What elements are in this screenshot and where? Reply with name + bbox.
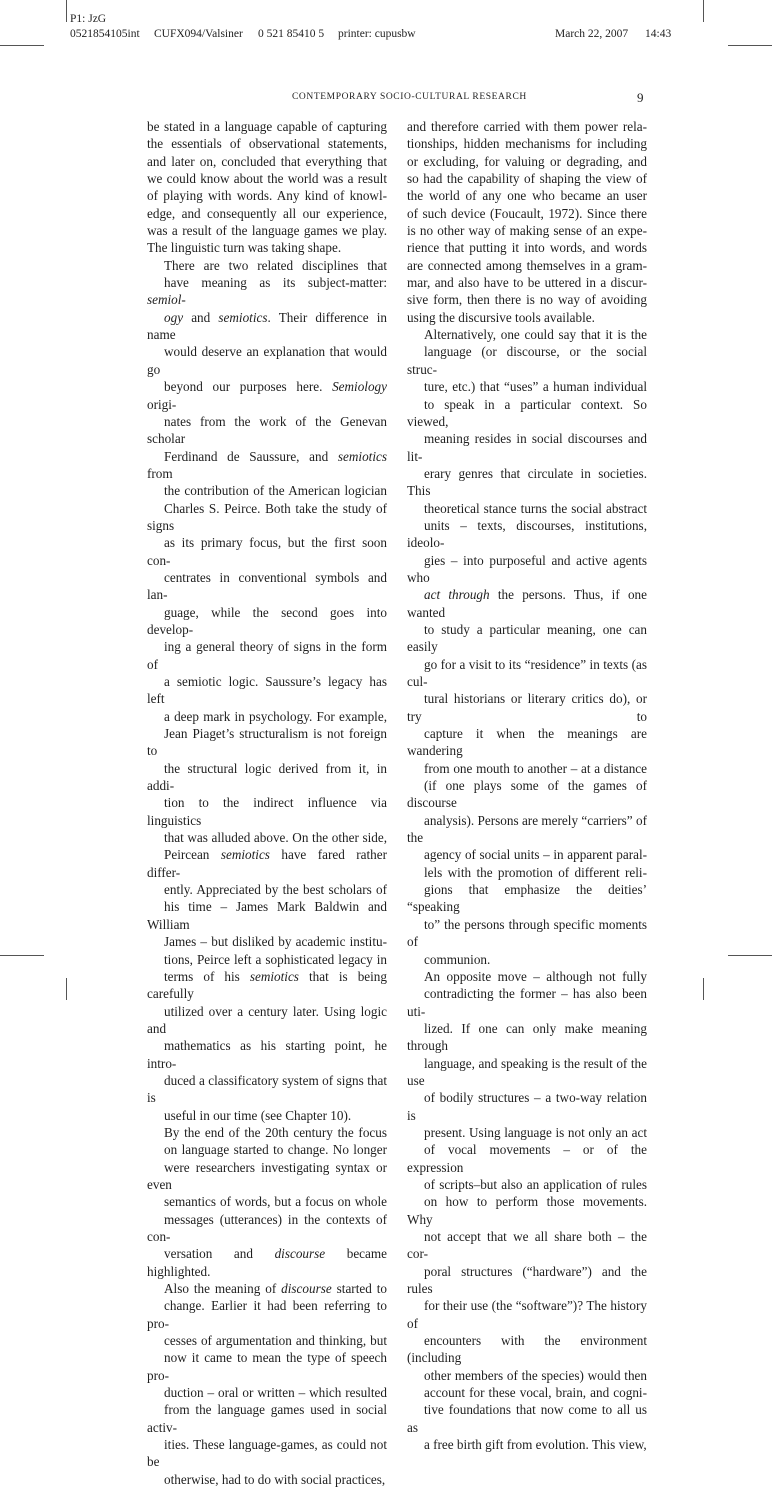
text-line: was a result of the language games we play.	[147, 223, 387, 239]
text-line: Alternatively, one could say that it is the	[424, 327, 647, 343]
text-line: Jean Piaget’s structuralism is not foreign to	[147, 726, 387, 759]
text-line: to” the persons through specific moments of	[407, 916, 647, 950]
text-line: beyond our purposes here. Semiology origi-	[147, 379, 387, 412]
text-line: be stated in a language capable of capturing	[147, 119, 387, 134]
text-line: using the discursive tools available.	[407, 309, 595, 325]
crop-mark-top-right-vertical	[703, 0, 704, 22]
text-line: gies – into purposeful and active agents who	[407, 552, 647, 585]
text-line: theoretical stance turns the social abstract	[424, 500, 647, 516]
text-line: a free birth gift from evolution. This view,	[424, 1437, 647, 1453]
text-line: ture, etc.) that “uses” a human individual	[424, 379, 647, 395]
text-line: the essentials of observational statements,	[147, 136, 387, 152]
proof-isbn: 0 521 85410 5	[258, 28, 325, 40]
text-line: utilized over a century later. Using logic and	[147, 1003, 387, 1036]
text-line: encounters with the environment (including	[407, 1333, 647, 1366]
crop-mark-top-left-horizontal	[0, 45, 44, 46]
text-line: that was alluded above. On the other side,	[164, 830, 387, 846]
text-line: capture it when the meanings are wandering	[407, 726, 647, 759]
paragraph	[407, 968, 647, 1454]
text-line: contradicting the former – has also been uti-	[407, 986, 647, 1019]
text-line: centrates in conventional symbols and lan-	[147, 569, 387, 603]
proof-printer: printer: cupusbw	[338, 28, 416, 40]
text-line: gions that emphasize the deities’ “speaking	[407, 882, 647, 915]
page-number: 9	[637, 90, 644, 105]
paragraph	[147, 257, 387, 1124]
text-line: go for a visit to its “residence” in texts (as cul-	[407, 656, 647, 689]
text-line: tural historians or literary critics do), or try to	[407, 691, 647, 724]
text-line: other members of the species) would then	[424, 1367, 647, 1383]
crop-mark-bottom-right-horizontal	[728, 955, 772, 956]
text-line: versation and discourse became highlighted.	[147, 1246, 387, 1279]
text-line: agency of social units – in apparent paral-	[424, 847, 647, 863]
text-line: edge, and consequently all our experience,	[147, 205, 387, 221]
text-line: messages (utterances) in the contexts of con-	[147, 1211, 387, 1244]
text-line: The linguistic turn was taking shape.	[147, 240, 342, 256]
text-line: James – but disliked by academic institu-	[164, 934, 387, 950]
text-line: units – texts, discourses, institutions, ideolo-	[407, 517, 647, 551]
text-line: meaning resides in social discourses and lit-	[407, 431, 647, 464]
text-line: language, and speaking is the result of the use	[407, 1055, 647, 1088]
text-line: tion to the indirect influence via linguistics	[147, 795, 387, 828]
text-line: semantics of words, but a focus on whole	[164, 1194, 387, 1210]
text-line: Also the meaning of discourse started to	[164, 1281, 387, 1297]
text-line: were researchers investigating syntax or even	[147, 1159, 387, 1192]
text-line: of such device (Foucault, 1972). Since there	[407, 205, 647, 221]
text-line: tive foundations that now come to all us as	[407, 1402, 647, 1435]
text-line: analysis). Persons are merely “carriers” of the	[407, 812, 647, 846]
text-line: ing a general theory of signs in the form of	[147, 639, 387, 672]
text-line: would deserve an explanation that would go	[147, 344, 387, 377]
crop-mark-bottom-right-vertical	[703, 978, 704, 1000]
paragraph	[407, 326, 647, 968]
text-line: rience that putting it into words, and words	[407, 240, 647, 256]
text-line: Charles S. Peirce. Both take the study of signs	[147, 500, 387, 533]
text-line: mathematics as his starting point, he intro-	[147, 1038, 387, 1071]
text-line: tions, Peirce left a sophisticated legacy in	[164, 951, 387, 967]
text-line: cesses of argumentation and thinking, but	[164, 1333, 387, 1349]
text-line: duced a classificatory system of signs that is	[147, 1072, 387, 1106]
text-line: for their use (the “software”)? The history of	[407, 1298, 647, 1331]
text-line: useful in our time (see Chapter 10).	[164, 1107, 352, 1123]
text-line: Ferdinand de Saussure, and semiotics from	[147, 448, 387, 481]
proof-isbn-int: 0521854105int	[70, 28, 140, 40]
text-line: and therefore carried with them power rela-	[407, 119, 647, 134]
text-line: on how to perform those movements. Why	[407, 1194, 647, 1227]
text-line: to speak in a particular context. So viewed,	[407, 396, 647, 429]
proof-series-code: CUFX094/Valsiner	[154, 28, 243, 40]
text-line: now it came to mean the type of speech pro-	[147, 1350, 387, 1383]
proof-time: 14:43	[645, 28, 672, 40]
text-line: is no other way of making sense of an expe-	[407, 223, 647, 239]
text-line: Peircean semiotics have fared rather differ-	[147, 847, 387, 880]
text-line: the world of any one who became an user	[407, 188, 647, 204]
paragraph	[147, 1124, 387, 1488]
text-line: of playing with words. Any kind of knowl-	[147, 188, 387, 204]
text-line: from one mouth to another – at a distance	[424, 760, 647, 776]
paragraph	[147, 118, 387, 257]
text-line: so had the capability of shaping the view of	[407, 171, 647, 187]
text-line: ogy and semiotics. Their difference in name	[147, 309, 387, 343]
text-line: There are two related disciplines that	[164, 257, 387, 273]
text-line: a deep mark in psychology. For example,	[164, 708, 387, 724]
text-line: are connected among themselves in a gram-	[407, 257, 647, 273]
text-line: account for these vocal, brain, and cogni-	[424, 1385, 647, 1401]
text-line: sive form, then there is no way of avoiding	[407, 292, 647, 308]
crop-mark-bottom-left-horizontal	[0, 955, 44, 956]
text-line: and later on, concluded that everything that	[147, 153, 387, 169]
text-line: mar, and also have to be uttered in a discur-	[407, 275, 647, 291]
text-line: lels with the promotion of different reli-	[424, 864, 647, 880]
text-line: tionships, hidden mechanisms for including	[407, 136, 647, 152]
right-text-column	[407, 118, 647, 1453]
text-line: ities. These language-games, as could not be	[147, 1437, 387, 1470]
proof-date: March 22, 2007	[555, 28, 629, 40]
text-line: we could know about the world was a result	[147, 171, 387, 187]
left-text-column	[147, 118, 387, 1488]
text-line: as its primary focus, but the first soon con-	[147, 535, 387, 568]
text-line: guage, while the second goes into develop-	[147, 604, 387, 637]
crop-mark-top-right-horizontal	[728, 45, 772, 46]
text-line: erary genres that circulate in societies. This	[407, 465, 647, 499]
text-line: ently. Appreciated by the best scholars of	[164, 882, 387, 898]
text-line: (if one plays some of the games of discourse	[407, 778, 647, 811]
text-line: a semiotic logic. Saussure’s legacy has left	[147, 674, 387, 707]
text-line: of scripts–but also an application of rules	[424, 1176, 647, 1192]
text-line: terms of his semiotics that is being carefully	[147, 968, 387, 1002]
text-line: on language started to change. No longer	[164, 1142, 387, 1158]
text-line: the structural logic derived from it, in addi-	[147, 760, 387, 794]
text-line: to study a particular meaning, one can easily	[407, 621, 647, 655]
text-line: duction – oral or written – which resulted	[164, 1385, 387, 1401]
text-line: language (or discourse, or the social struc-	[407, 344, 647, 377]
text-line: nates from the work of the Genevan scholar	[147, 413, 387, 447]
text-line: By the end of the 20th century the focus	[164, 1124, 387, 1140]
text-line: lized. If one can only make meaning through	[407, 1020, 647, 1054]
text-line: his time – James Mark Baldwin and William	[147, 899, 387, 932]
text-line: communion.	[424, 951, 491, 967]
text-line: poral structures (“hardware”) and the rules	[407, 1263, 647, 1297]
text-line: present. Using language is not only an act	[424, 1124, 647, 1140]
text-line: An opposite move – although not fully	[424, 968, 647, 984]
text-line: or excluding, for valuing or degrading, and	[407, 153, 647, 169]
proof-job-id: P1: JzG	[70, 13, 107, 25]
text-line: otherwise, had to do with social practices,	[164, 1471, 386, 1487]
crop-mark-top-left-vertical	[66, 0, 67, 22]
text-line: change. Earlier it had been referring to pro-	[147, 1298, 387, 1331]
text-line: the contribution of the American logician	[164, 483, 387, 499]
text-line: have meaning as its subject-matter: semiol-	[147, 275, 387, 308]
running-head: CONTEMPORARY SOCIO-CULTURAL RESEARCH	[292, 92, 527, 102]
text-line: not accept that we all share both – the cor-	[407, 1229, 647, 1262]
text-line: from the language games used in social activ-	[147, 1402, 387, 1435]
crop-mark-bottom-left-vertical	[66, 978, 67, 1000]
text-line: of vocal movements – or of the expression	[407, 1142, 647, 1175]
paragraph	[407, 118, 647, 326]
text-line: of bodily structures – a two-way relation is	[407, 1090, 647, 1123]
text-line: act through the persons. Thus, if one wanted	[407, 587, 647, 620]
